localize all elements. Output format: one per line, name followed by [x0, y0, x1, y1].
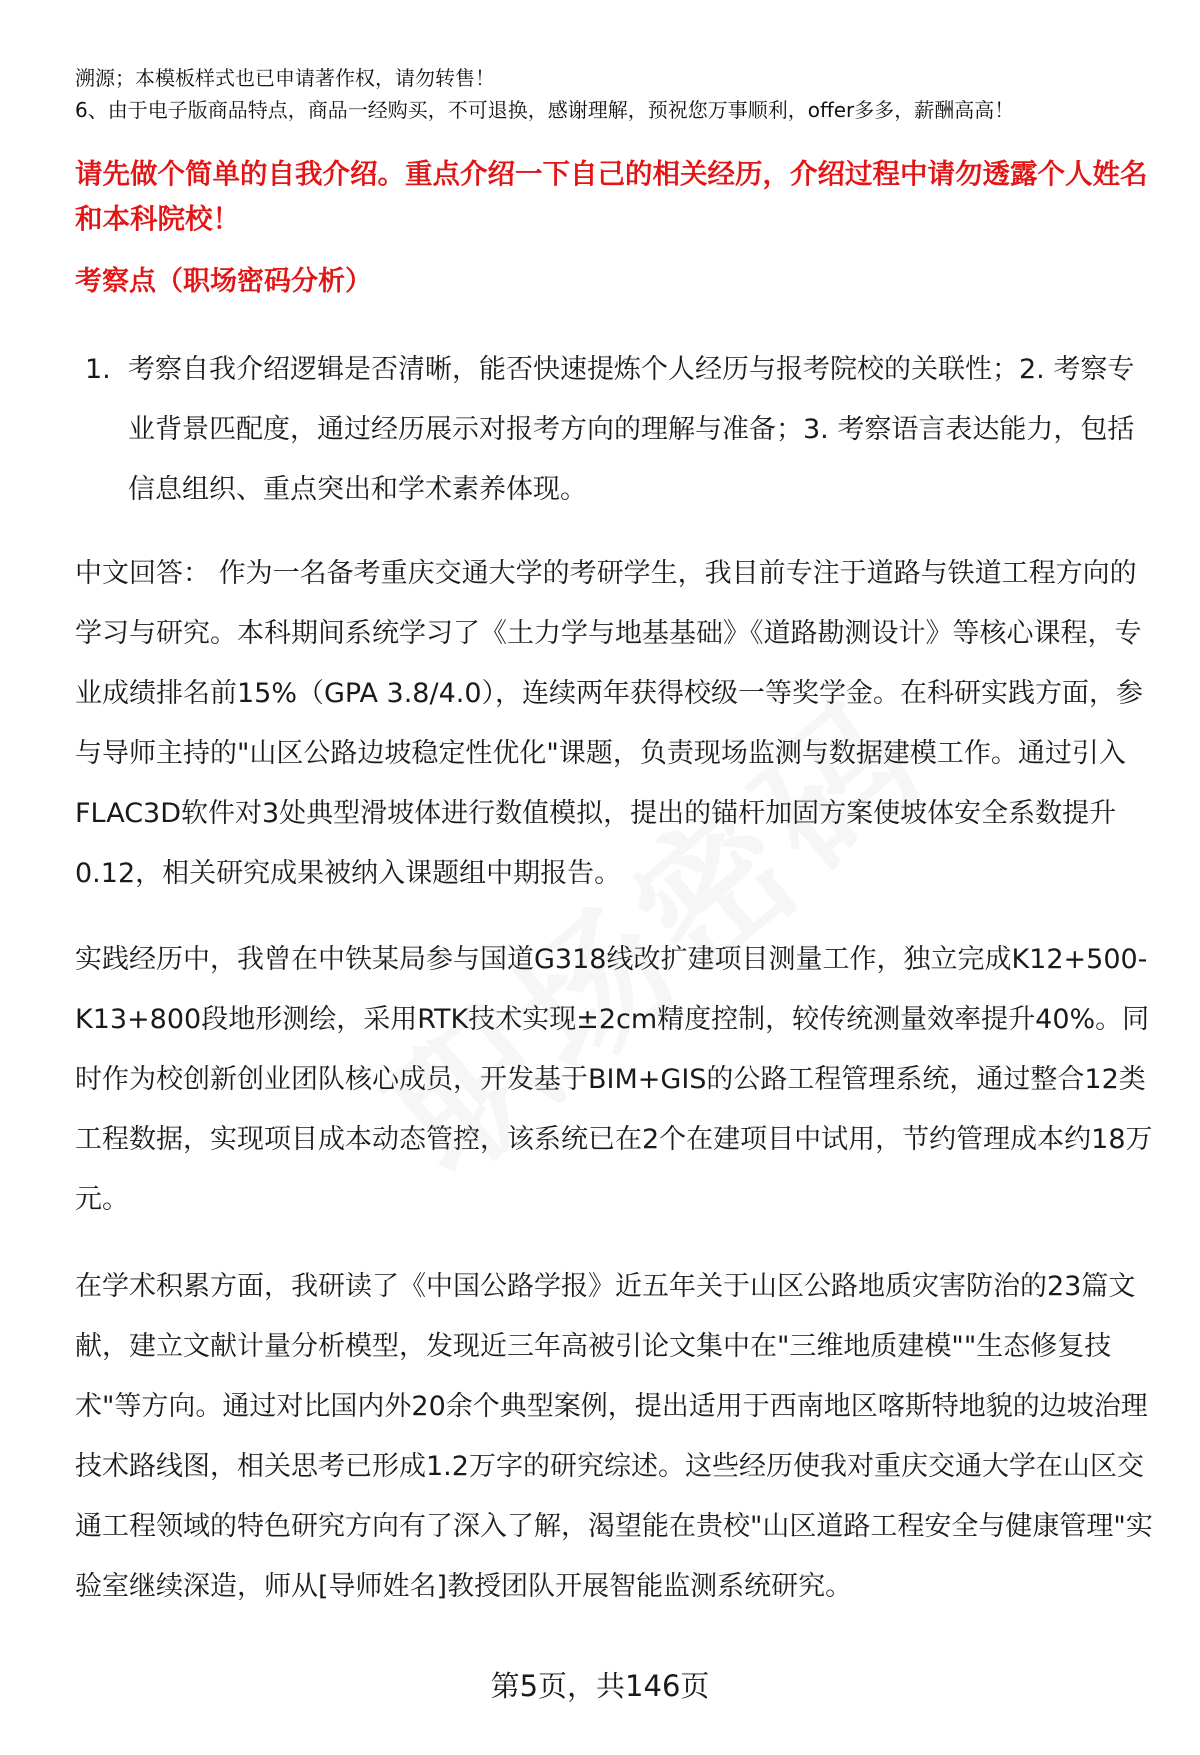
notice-line-2: 6、由于电子版商品特点，商品一经购买，不可退换，感谢理解，预祝您万事顺利，offer多多，薪酬高高！ [75, 98, 1015, 122]
page-number: 第5页，共146页 [490, 1669, 710, 1703]
answer-paragraph-3: 在学术积累方面，我研读了《中国公路学报》近五年关于山区公路地质灾害防治的23篇文献，建立文献计量分析模型，发现近三年高被引论文集中在"三维地质建模""生态修复技术"等方向。通过对比国内外20余个典型案例，提出适用于西南地区喀斯特地貌的边坡治理技术路线图，相关思考已形成1.2万字的研究综述。这些经历使我对重庆交通大学在山区交通工程领域的特色研究方向有了深入了解，渴望能在贵校"山区道路工程安全与健康管理"实验室继续深造，师从[导师姓名]教授团队开展智能监测系统研究。 [75, 1271, 1153, 1602]
list-item-number: 1. [85, 354, 111, 385]
answer-paragraph-1: 中文回答： 作为一名备考重庆交通大学的考研学生，我目前专注于道路与铁道工程方向的学习与研究。本科期间系统学习了《土力学与地基基础》《道路勘测设计》等核心课程，专业成绩排名前15%（GPA 3.8/4.0），连续两年获得校级一等奖学金。在科研实践方面，参与导师主持的"山区公路边坡稳定性优化"课题，负责现场监测与数据建模工作。通过引入FLAC3D软件对3处典型滑坡体进行数值模拟，提出的锚杆加固方案使坡体安全系数提升0.12，相关研究成果被纳入课题组中期报告。 [75, 558, 1144, 889]
focus-heading: 考察点（职场密码分析） [75, 266, 372, 297]
focus-list [85, 340, 1155, 520]
notice-line-1: 溯源；本模板样式也已申请著作权，请勿转售！ [75, 66, 495, 90]
answer-paragraph-2: 实践经历中，我曾在中铁某局参与国道G318线改扩建项目测量工作，独立完成K12+500-K13+800段地形测绘，采用RTK技术实现±2cm精度控制，较传统测量效率提升40%。同时作为校创新创业团队核心成员，开发基于BIM+GIS的公路工程管理系统，通过整合12类工程数据，实现项目成本动态管控，该系统已在2个在建项目中试用，节约管理成本约18万元。 [75, 944, 1153, 1215]
interview-question: 请先做个简单的自我介绍。重点介绍一下自己的相关经历，介绍过程中请勿透露个人姓名和本科院校！ [75, 158, 1148, 235]
list-item-text: 考察自我介绍逻辑是否清晰，能否快速提炼个人经历与报考院校的关联性；2. 考察专业背景匹配度，通过经历展示对报考方向的理解与准备；3. 考察语言表达能力，包括信息组织、重点突出和学术素养体现。 [128, 354, 1135, 505]
